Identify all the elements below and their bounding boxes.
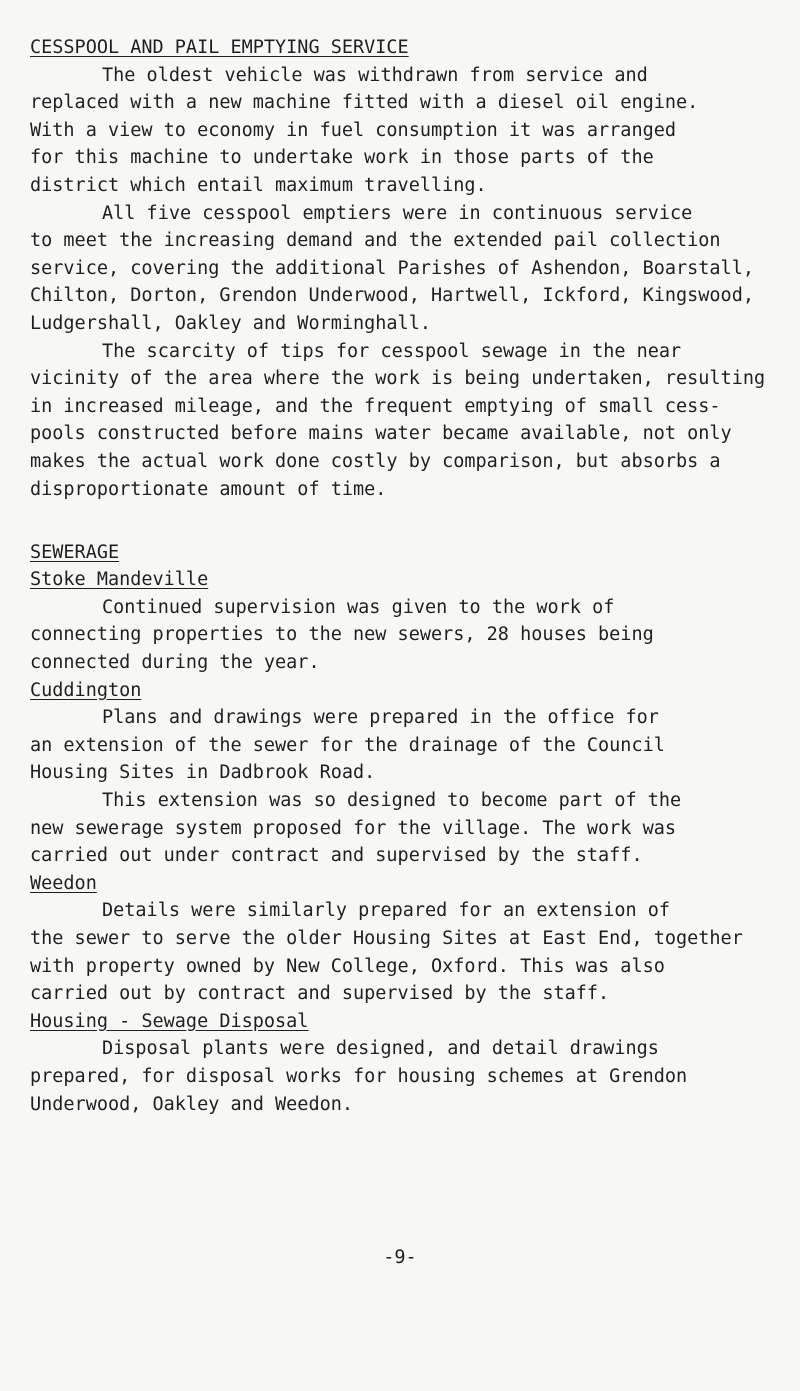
text-line: Housing Sites in Dadbrook Road. <box>30 762 376 784</box>
text-line: prepared, for disposal works for housing schemes at Grendon <box>30 1065 688 1087</box>
text-line: makes the actual work done costly by comparison, but absorbs a <box>30 450 721 472</box>
cuddington-heading: Cuddington <box>30 679 142 701</box>
text-line: the sewer to serve the older Housing Sites at East End, together <box>30 928 743 949</box>
stoke-mandeville-paragraph <box>30 594 792 677</box>
text-line: in increased mileage, and the frequent emptying of small cess- <box>30 395 721 417</box>
text-line: connecting properties to the new sewers, 28 houses being <box>30 624 654 646</box>
housing-sewage-disposal-heading: Housing - Sewage Disposal <box>30 1010 309 1032</box>
text-line: Details were similarly prepared for an extension of <box>102 900 671 922</box>
weedon-paragraph <box>30 897 792 1007</box>
cesspool-paragraph-3 <box>30 338 792 504</box>
text-line: Chilton, Dorton, Grendon Underwood, Hartwell, Ickford, Kingswood, <box>30 285 754 307</box>
text-line: Continued supervision was given to the work of <box>102 596 615 618</box>
text-line: This extension was so designed to become part of the <box>102 790 682 812</box>
text-line: All five cesspool emptiers were in continuous service <box>102 202 693 224</box>
sewerage-heading: SEWERAGE <box>30 541 120 563</box>
text-line: The scarcity of tips for cesspool sewage in the near <box>102 340 682 362</box>
text-line: pools constructed before mains water became available, not only <box>30 423 732 445</box>
text-line: carried out by contract and supervised by the staff. <box>30 983 610 1005</box>
cuddington-paragraph-2 <box>30 787 792 870</box>
text-line: district which entail maximum travelling. <box>30 174 487 196</box>
text-line: Disposal plants were designed, and detail drawings <box>102 1038 659 1060</box>
weedon-heading: Weedon <box>30 872 97 894</box>
text-line: Plans and drawings were prepared in the office for <box>102 707 659 729</box>
text-line: vicinity of the area where the work is being undertaken, resulting <box>30 368 766 390</box>
text-line: With a view to economy in fuel consumption it was arranged <box>30 119 677 141</box>
housing-sewage-disposal-paragraph <box>30 1035 792 1118</box>
text-line: new sewerage system proposed for the village. The work was <box>30 817 677 839</box>
text-line: connected during the year. <box>30 652 320 674</box>
cesspool-paragraph-1 <box>30 62 792 200</box>
text-line: carried out under contract and supervised by the staff. <box>30 845 643 867</box>
cesspool-paragraph-2 <box>30 200 792 338</box>
text-line: to meet the increasing demand and the extended pail collection <box>30 230 721 252</box>
cesspool-heading: CESSPOOL AND PAIL EMPTYING SERVICE <box>30 37 409 58</box>
cuddington-paragraph-1 <box>30 704 792 787</box>
text-line: an extension of the sewer for the drainage of the Council <box>30 734 665 756</box>
text-line: disproportionate amount of time. <box>30 478 387 500</box>
text-line: The oldest vehicle was withdrawn from service and <box>102 64 648 86</box>
page-number: -9- <box>383 1247 417 1268</box>
text-line: Ludgershall, Oakley and Worminghall. <box>30 312 431 334</box>
stoke-mandeville-heading: Stoke Mandeville <box>30 569 209 591</box>
text-line: service, covering the additional Parishes of Ashendon, Boarstall, <box>30 257 754 279</box>
text-line: replaced with a new machine fitted with a diesel oil engine. <box>30 92 699 114</box>
text-line: Underwood, Oakley and Weedon. <box>30 1093 354 1115</box>
document-page <box>30 34 792 1118</box>
text-line: for this machine to undertake work in those parts of the <box>30 147 654 169</box>
text-line: with property owned by New College, Oxford. This was also <box>30 955 665 977</box>
